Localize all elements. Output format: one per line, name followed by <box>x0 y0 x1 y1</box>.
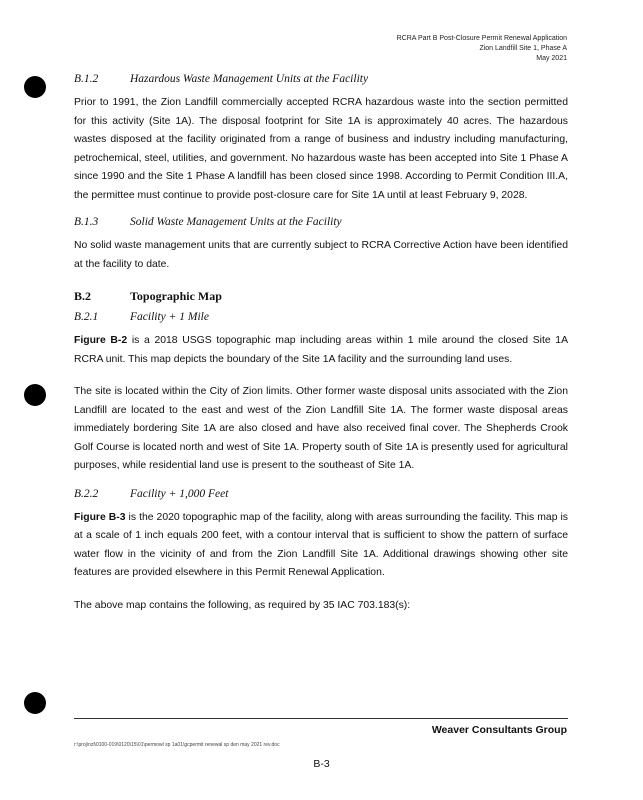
paragraph: No solid waste management units that are currently subject to RCRA Corrective Action have been identified at the facility to date. <box>74 240 568 270</box>
figure-reference: Figure B-2 <box>74 335 128 346</box>
section-heading-b12 <box>74 70 568 88</box>
section-title: Facility + 1 Mile <box>130 311 209 323</box>
figure-reference: Figure B-3 <box>74 511 126 523</box>
paragraph: The above map contains the following, as required by 35 IAC 703.183(s): <box>74 599 411 611</box>
page-body <box>74 70 568 615</box>
section-heading-b13 <box>74 213 568 231</box>
paragraph-text: is the 2020 topographic map of the facility, along with areas surrounding the facility. This map is at a scale of 1 inch equals 200 feet, with a contour interval that is sufficient to show the pattern of surface water flow in the vicinity of and from the Zion Landfill Site 1A. Additional drawings showing other site features are provided elsewhere in this Permit Renewal Application. <box>74 511 568 578</box>
section-title: Hazardous Waste Management Units at the Facility <box>130 73 369 85</box>
header-date: May 2021 <box>536 55 567 62</box>
binder-hole-icon <box>24 384 46 406</box>
section-heading-b21 <box>74 308 568 326</box>
paragraph <box>74 332 568 369</box>
binder-hole-icon <box>24 692 46 714</box>
footer-company: Weaver Consultants Group <box>431 724 567 736</box>
section-title: Facility + 1,000 Feet <box>130 487 229 500</box>
footer-file-path: r:\proj\nzl\0100-019\0120\15\01\permowl sp 1a01\gcpermit renewal sp den may 2021 rev.doc <box>74 742 280 748</box>
paragraph: The site is located within the City of Zion limits. Other former waste disposal units associated with the Zion Landfill are located to the east and west of the Zion Landfill Site 1A. The former waste disposal areas immediately bordering Site 1A are also closed and have also received final cover. The Shepherds Crook Golf Course is located north and west of Site 1A. Property south of Site 1A is presently used for agricultural purposes, while residential land use is present to the southeast of Site 1A. <box>74 386 568 471</box>
section-title: Topographic Map <box>130 289 222 303</box>
paragraph-text: is a 2018 USGS topographic map including areas within 1 mile around the closed Site 1A RCRA unit. This map depicts the boundary of the Site 1A facility and the surrounding land uses. <box>74 335 568 365</box>
section-heading-b2 <box>74 287 568 305</box>
section-number: B.2.1 <box>74 311 99 323</box>
header-title: RCRA Part B Post-Closure Permit Renewal Application <box>396 35 567 42</box>
section-heading-b22 <box>74 485 568 503</box>
paragraph <box>74 509 568 583</box>
footer-divider <box>74 718 568 719</box>
section-number: B.1.2 <box>74 73 99 85</box>
section-number: B.2.2 <box>74 487 99 500</box>
page-number: B-3 <box>313 758 330 770</box>
binder-hole-icon <box>24 76 46 98</box>
header-site: Zion Landfill Site 1, Phase A <box>479 45 567 52</box>
section-number: B.1.3 <box>74 216 99 228</box>
running-header <box>397 34 567 64</box>
section-title: Solid Waste Management Units at the Facility <box>130 216 342 228</box>
section-number: B.2 <box>74 289 92 303</box>
paragraph: Prior to 1991, the Zion Landfill commercially accepted RCRA hazardous waste into the section permitted for this activity (Site 1A). The disposal footprint for Site 1A is approximately 40 acres. The hazardous wastes disposed at the facility originated from a range of business and industry including manufacturing, petrochemical, steel, utilities, and government. No hazardous waste has been accepted into Site 1 Phase A since 1990 and the Site 1 Phase A landfill has been closed since 1998. According to Permit Condition III.A, the permittee must continue to provide post-closure care for Site 1A until at least February 9, 2028. <box>74 97 568 201</box>
